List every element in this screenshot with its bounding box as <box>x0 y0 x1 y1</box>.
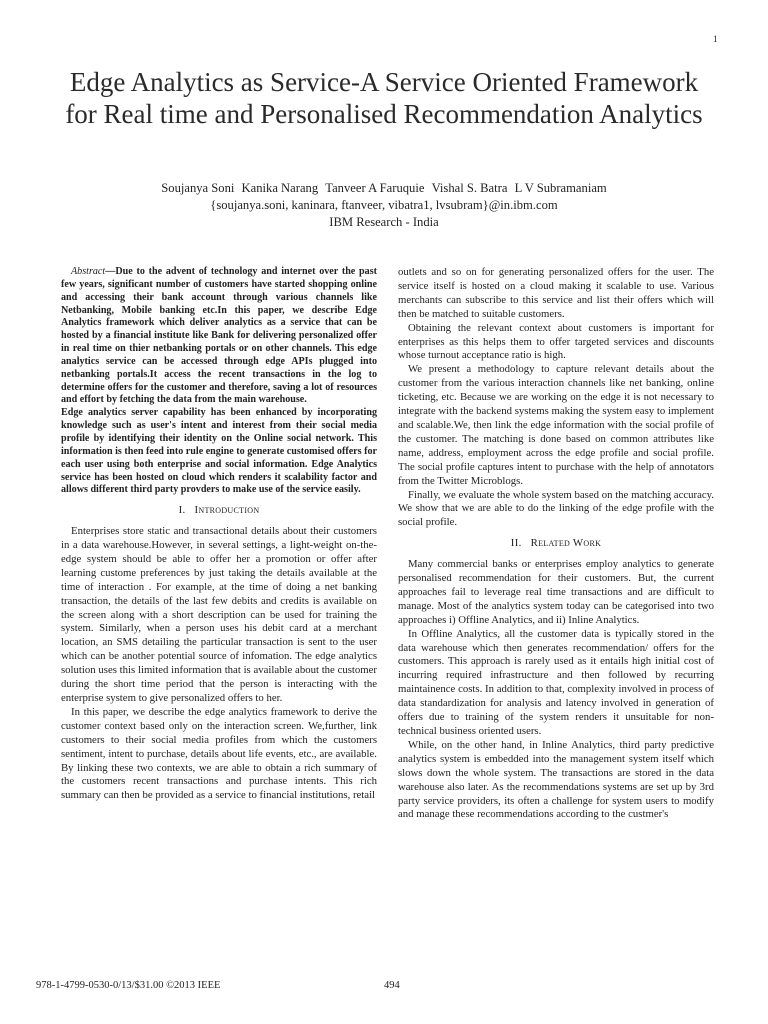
footer-copyright: 978-1-4799-0530-0/13/$31.00 ©2013 IEEE <box>36 980 221 991</box>
body-paragraph: Finally, we evaluate the whole system based on the matching accuracy. We show that we are able to do the linking of the edge profile with the social profile. <box>398 488 714 529</box>
body-paragraph: In this paper, we describe the edge analytics framework to derive the customer context based only on the interaction screen. We,further, link customers to their social media profiles from which the customers sentiment, intent to purchase, details about life events, etc., are available. By linking these two contexts, we are able to obtain a rich summary of the customers recent transactions and purchase intents. This rich summary can then be provided as a service to financial institutions, retail <box>61 705 377 802</box>
abstract-text: —Due to the advent of technology and internet over the past few years, significant number of customers have started shopping online and accessing their bank account through various channels like Netbanking, Mobile banking etc.In this paper, we describe Edge Analytics framework which deliver analytics as a service that can be hosted by a financial institute like Bank for delivering personalized offer in real time on thier netbanking portals or on other channels. This edge analytics service can be accessed through edge APIs plugged into netbanking portals.It access the recent transactions in the log to determine offers for the customer and therefore, saving a lot of resources and effort by fetching the data from the main warehouse. <box>61 266 377 406</box>
author-names <box>60 180 708 197</box>
left-column <box>61 266 377 803</box>
author-name: Tanveer A Faruquie <box>325 181 425 195</box>
author-block <box>60 180 708 231</box>
abstract-paragraph: Edge analytics server capability has been enhanced by incorporating knowledge such as user's intent and interest from their social media profile by identifying their identity on the Online social network. This information is then feed into rule engine to generate customised offers for each user using both enterprise and social information. Edge Analytics service has been hosted on cloud which renders it scalability factor and allows different third party provders to make use of the service easily. <box>61 407 377 496</box>
body-paragraph: While, on the other hand, in Inline Analytics, third party predictive analytics system is embedded into the management system itself which slows down the whole system. The transactions are stored in the data warehouse also later. As the recommendations systems are set up by 3rd party service providers, its often a challenge for system users to modify and manage these recommendations according to the custmer's <box>398 738 714 821</box>
abstract <box>61 266 377 497</box>
section-numeral: II. <box>510 537 522 550</box>
footer-page-number: 494 <box>384 980 400 991</box>
right-column <box>398 266 714 822</box>
abstract-label: Abstract <box>71 266 106 277</box>
section-heading-related-work <box>398 537 714 551</box>
body-paragraph: Many commercial banks or enterprises employ analytics to generate personalised recommendation for their customers. But, the current approaches fail to leverage real time transactions and are difficult to manage. Most of the analytics system today can be categorised into two approaches i) Offline Analytics, and ii) Inline Analytics. <box>398 558 714 626</box>
author-name: Soujanya Soni <box>161 181 235 195</box>
section-heading-introduction <box>61 504 377 518</box>
author-affiliation: IBM Research - India <box>329 215 439 229</box>
author-emails: {soujanya.soni, kaninara, ftanveer, vibatra1, lvsubram}@in.ibm.com <box>210 198 558 212</box>
body-paragraph: In Offline Analytics, all the customer data is typically stored in the data warehouse which then generates recommendation/ offers for the customers. This approach is rarely used as it entails high initial cost of incurring required infrastructure and then followed by recurring maintainence costs. In addition to that, complexity involved in process of data standardization for analysis and latency involved in generation of offers due to training of the system renders it unsuitable for non-technical business oriented users. <box>398 627 714 737</box>
page-number-top: 1 <box>713 34 718 44</box>
body-paragraph: We present a methodology to capture relevant details about the customer from the various interaction channels like net banking, online ticketing, etc. Because we are working on the edge it is not necessary to integrate with the backend systems making the system easy to implement and scalable.We, then link the edge information with the social profile of the customer. The matching is done based on common attributes like name, address, employment across the edge profile and social profile. The social profile captures intent to purchase with the help of annotators from the Twitter Microblogs. <box>398 363 714 487</box>
paper-title: Edge Analytics as Service-A Service Oriented Framework for Real time and Personalised Recommendation Analytics <box>65 67 703 129</box>
section-title: Introduction <box>194 504 260 517</box>
section-title: Related Work <box>530 537 602 550</box>
author-name: Vishal S. Batra <box>431 181 508 195</box>
author-name: Kanika Narang <box>241 181 319 195</box>
author-name: L V Subramaniam <box>514 181 607 195</box>
body-paragraph: Enterprises store static and transactional details about their customers in a data warehouse.However, in several settings, a light-weight on-the-edge system should be able to offer her a promotion or offer after learning custome preferences by just taking the details available at the time of interaction . For example, at the time of doing a net banking transaction, the details of the last few debits and credits is available on the screen along with a short description can be used for training the system. Similarly, when a person uses his debit card at a merchant location, an SMS detailing the particular transaction is sent to the user which can be another potential source of infomation. The edge analytics solution uses this limited information that is available about the customer during the short time period that the person is interacting with the enterprise system to give personalized offers to her. <box>61 525 377 704</box>
section-numeral: I. <box>178 504 186 517</box>
body-paragraph: Obtaining the relevant context about customers is important for enterprises as this helps them to offer targeted services and discounts whose turnout acceptance ratio is high. <box>398 321 714 362</box>
abstract-paragraph <box>61 266 377 407</box>
body-paragraph: outlets and so on for generating personalized offers for the user. The service itself is hosted on a cloud making it scalable to use. Various merchants can subscribe to this service and list their offers which will then be matched to suitable customers. <box>398 266 714 320</box>
